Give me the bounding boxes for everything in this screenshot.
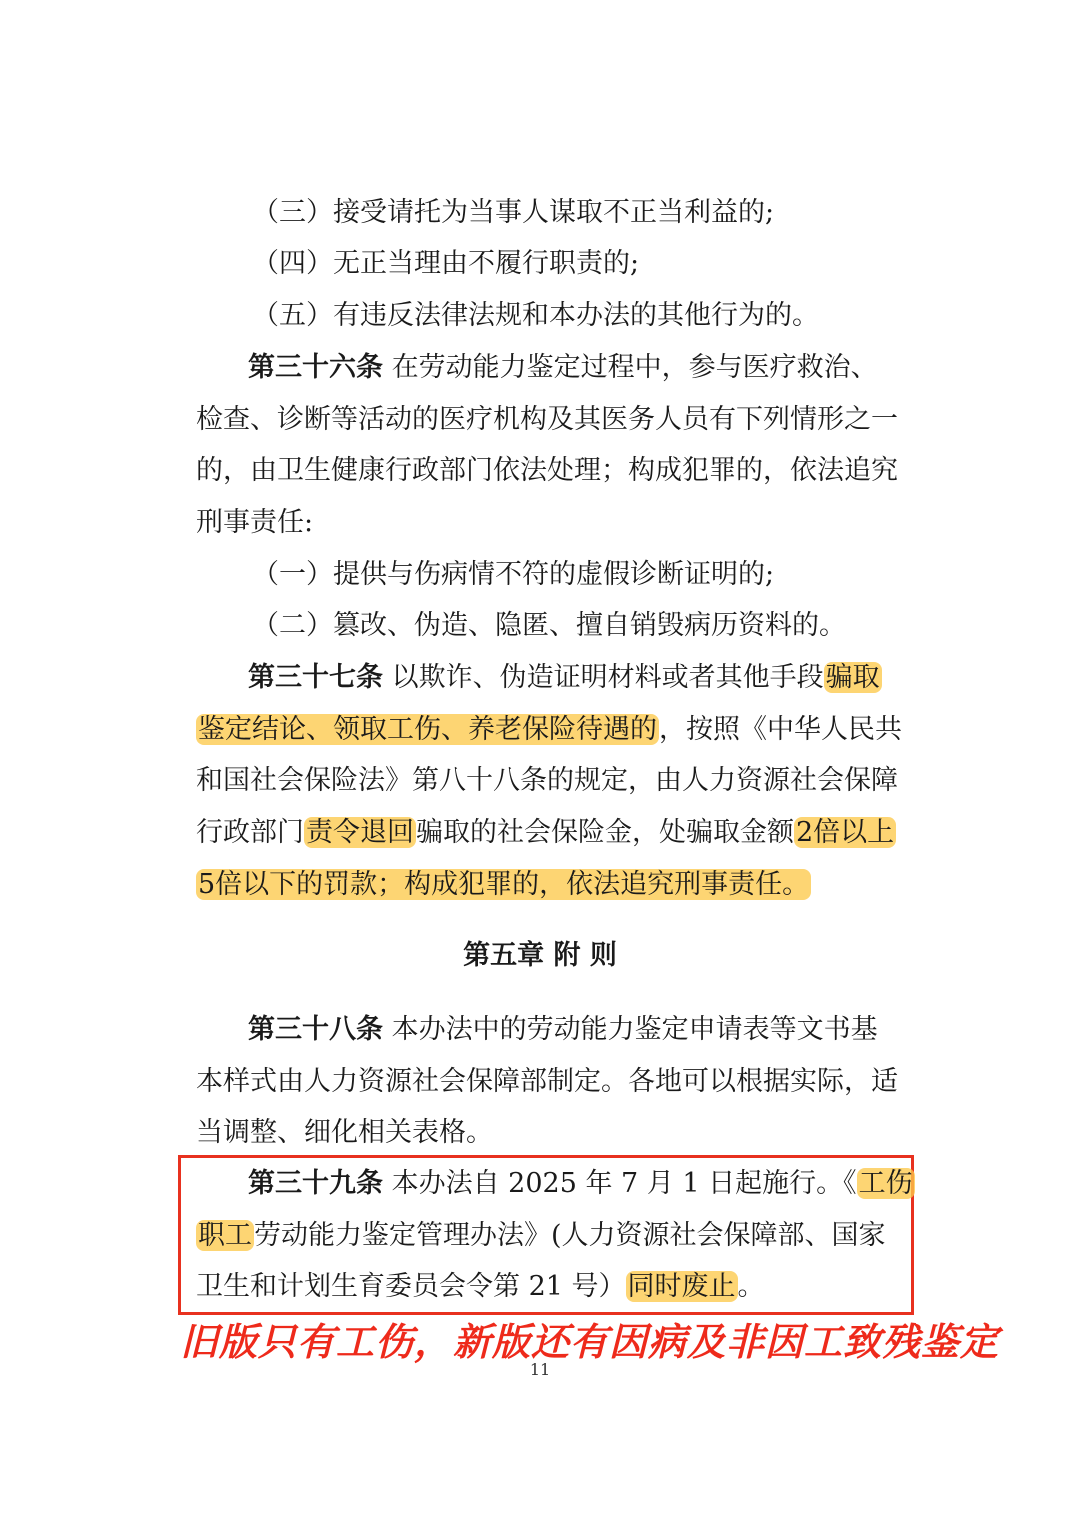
article-36-line-4: 刑事责任: [196,507,314,538]
article-37-text-2: ，按照《中华人民共 [659,714,902,745]
article-36-line-3: 的，由卫生健康行政部门依法处理；构成犯罪的，依法追究 [196,455,898,486]
page-number: 11 [529,1360,551,1379]
article-37-line-4 [196,813,896,853]
highlight-gongshang: 工伤 [858,1168,913,1199]
highlight-zhigong: 职工 [198,1220,252,1251]
highlight-feizhi: 同时废止 [627,1271,736,1302]
highlight-zeling: 责令退回 [306,817,414,848]
article-36-line-1 [248,348,878,388]
article-38-line-1 [248,1010,878,1050]
article-39-text-2: 劳动能力鉴定管理办法》(人力资源社会保障部、国家 [254,1220,886,1251]
article-39-text: 本办法自 2025 年 7 月 1 日起施行。《 [391,1168,857,1199]
article-37-title: 第三十七条 [248,662,383,693]
item-five: （五）有违反法律法规和本办法的其他行为的。 [252,300,819,331]
article-39-line-2 [196,1216,886,1256]
red-annotation: 旧版只有工伤，新版还有因病及非因工致残鉴定 [180,1320,1000,1364]
article-36-text: 在劳动能力鉴定过程中，参与医疗救治、 [391,352,878,383]
article-38-line-3: 当调整、细化相关表格。 [196,1117,493,1148]
highlight-5bei: 5倍以下的罚款；构成犯罪的，依法追究刑事责任。 [198,869,810,900]
article-38-text: 本办法中的劳动能力鉴定申请表等文书基 [391,1014,878,1045]
article-39-text-3a: 卫生和计划生育委员会令第 21 号） [196,1271,626,1302]
article-36-item-2: （二）篡改、伪造、隐匿、擅自销毁病历资料的。 [252,610,846,641]
chapter-heading: 第五章 附 则 [463,940,617,971]
article-39-line-1 [248,1164,915,1204]
article-38-line-2: 本样式由人力资源社会保障部制定。各地可以根据实际，适 [196,1066,898,1097]
highlight-2bei: 2倍以上 [796,817,895,848]
article-37-line-5 [196,865,811,905]
article-36-title: 第三十六条 [248,352,383,383]
article-36-item-1: （一）提供与伤病情不符的虚假诊断证明的; [252,559,775,590]
article-39-line-3 [196,1267,765,1307]
article-37-line-2 [196,710,902,750]
highlight-jianding: 鉴定结论、领取工伤、养老保险待遇的 [198,714,657,745]
article-36-line-2: 检查、诊断等活动的医疗机构及其医务人员有下列情形之一 [196,404,898,435]
article-37-line-3: 和国社会保险法》第八十八条的规定，由人力资源社会保障 [196,765,898,796]
highlight-pianqu: 骗取 [825,662,880,693]
article-37-text: 以欺诈、伪造证明材料或者其他手段 [391,662,824,693]
article-37-text-4c: 骗取的社会保险金，处骗取金额 [416,817,794,848]
article-38-title: 第三十八条 [248,1014,383,1045]
article-39-title: 第三十九条 [248,1168,383,1199]
item-three: （三）接受请托为当事人谋取不正当利益的; [252,197,775,228]
article-37-text-4a: 行政部门 [196,817,304,848]
article-37-line-1 [248,658,882,698]
article-39-text-3c: 。 [737,1271,765,1302]
item-four: （四）无正当理由不履行职责的; [252,248,640,279]
